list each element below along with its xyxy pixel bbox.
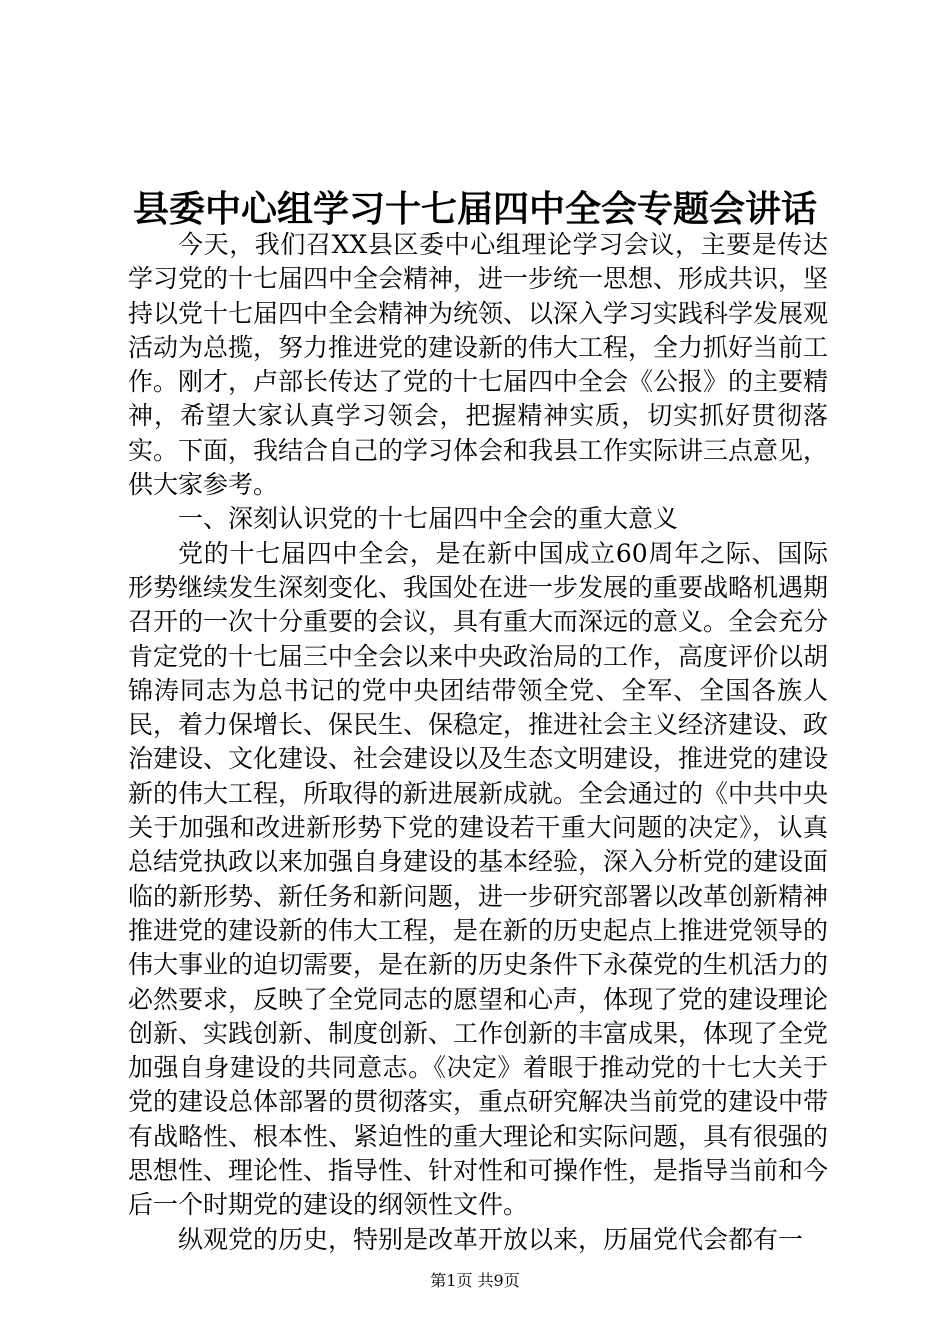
- document-body: [128, 228, 828, 1257]
- paragraph-history: 纵观党的历史，特别是改革开放以来，历届党代会都有一: [178, 1224, 804, 1254]
- paragraph-significance: 党的十七届四中全会，是在新中国成立60周年之际、国际形势继续发生深刻变化、我国处在进一步发展的重要战略机遇期召开的一次十分重要的会议，具有重大而深远的意义。全会充分肯定党的十七届三中全会以来中央政治局的工作，高度评价以胡锦涛同志为总书记的党中央团结带领全党、全军、全国各族人民，着力保增长、保民生、保稳定，推进社会主义经济建设、政治建设、文化建设、社会建设以及生态文明建设，推进党的建设新的伟大工程，所取得的新进展新成就。全会通过的《中共中央关于加强和改进新形势下党的建设若干重大问题的决定》，认真总结党执政以来加强自身建设的基本经验，深入分析党的建设面临的新形势、新任务和新问题，进一步研究部署以改革创新精神推进党的建设新的伟大工程，是在新的历史起点上推进党领导的伟大事业的迫切需要，是在新的历史条件下永葆党的生机活力的必然要求，反映了全党同志的愿望和心声，体现了党的建设理论创新、实践创新、制度创新、工作创新的丰富成果，体现了全党加强自身建设的共同意志。《决定》着眼于推动党的十七大关于党的建设总体部署的贯彻落实，重点研究解决当前党的建设中带有战略性、根本性、紧迫性的重大理论和实际问题，具有很强的思想性、理论性、指导性、针对性和可操作性，是指导当前和今后一个时期党的建设的纲领性文件。: [128, 538, 829, 1220]
- page-footer: 第1页 共9页: [430, 1271, 520, 1290]
- section-heading-1: 一、深刻认识党的十七届四中全会的重大意义: [178, 504, 679, 534]
- paragraph-intro: 今天，我们召XX县区委中心组理论学习会议，主要是传达学习党的十七届四中全会精神，进一步统一思想、形成共识，坚持以党十七届四中全会精神为统领、以深入学习实践科学发展观活动为总揽，努力推进党的建设新的伟大工程，全力抓好当前工作。刚才，卢部长传达了党的十七届四中全会《公报》的主要精神，希望大家认真学习领会，把握精神实质，切实抓好贯彻落实。下面，我结合自己的学习体会和我县工作实际讲三点意见，供大家参考。: [128, 230, 829, 500]
- document-title: 县委中心组学习十七届四中全会专题会讲话: [132, 188, 817, 230]
